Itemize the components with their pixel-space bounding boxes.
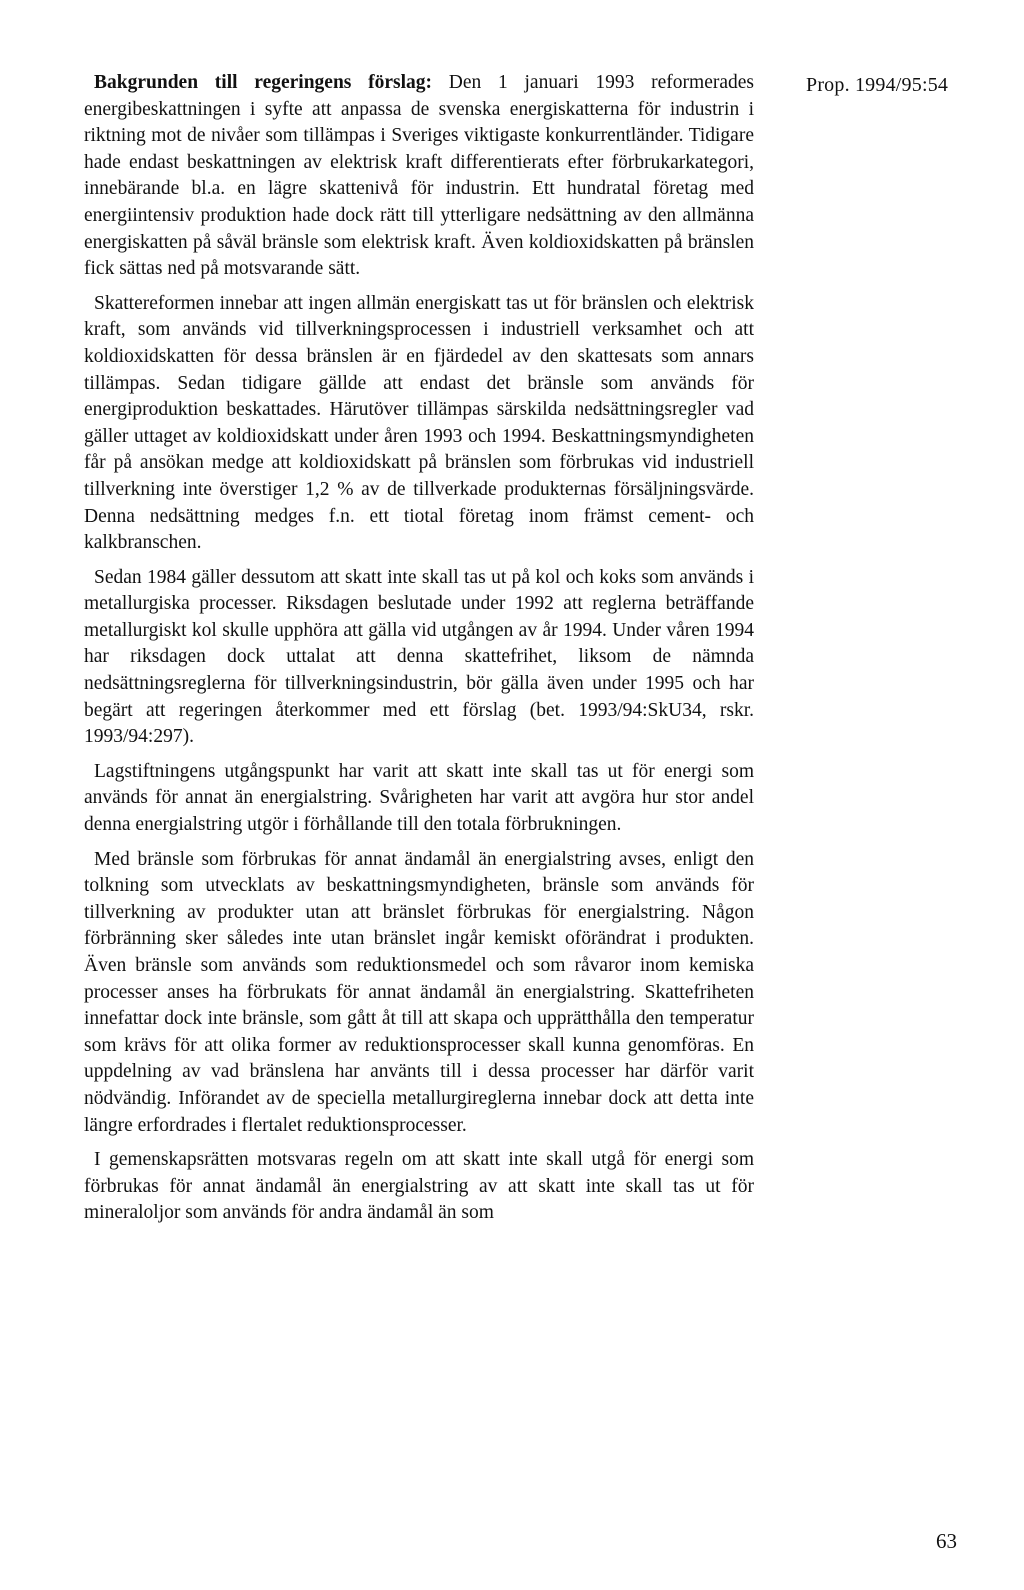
paragraph-3: Sedan 1984 gäller dessutom att skatt inte skall tas ut på kol och koks som används i metallurgiska processer. Riksdagen beslutade under 1992 att reglerna beträffande metallurgiskt kol skulle upphöra att gälla vid utgången av år 1994. Under våren 1994 har riksdagen dock uttalat att denna skattefrihet, liksom de nämnda nedsättningsreglerna för tillverkningsindustrin, bör gälla även under 1995 och har begärt att regeringen återkommer med ett förslag (bet. 1993/94:SkU34, rskr. 1993/94:297). — [84, 566, 754, 748]
paragraph-4: Lagstiftningens utgångspunkt har varit att skatt inte skall tas ut för energi som används för annat än energialstring. Svårigheten har varit att avgöra hur stor andel denna energialstring utgör i förhållande till den totala förbrukningen. — [84, 760, 754, 836]
proposition-reference: Prop. 1994/95:54 — [806, 74, 949, 96]
paragraph-1-text: Den 1 januari 1993 reformerades energibeskattningen i syfte att anpassa de svenska energiskatterna för industrin i riktning mot de nivåer som tillämpas i Sveriges viktigaste konkurrentländer. Tidigare hade endast beskattningen av elektrisk kraft differentierats efter förbrukarkategori, innebärande bl.a. en lägre skattenivå för industrin. Ett hundratal företag med energiintensiv produktion hade dock rätt till ytterligare nedsättning av den allmänna energiskatten på såväl bränsle som elektrisk kraft. Även koldioxidskatten på bränslen fick sättas ned på motsvarande sätt. — [84, 72, 754, 280]
body-text — [84, 70, 754, 1227]
lead-heading: Bakgrunden till regeringens förslag: — [94, 72, 433, 93]
paragraph-6: I gemenskapsrätten motsvaras regeln om att skatt inte skall utgå för energi som förbrukas för annat ändamål än energialstring av att skatt inte skall tas ut för mineraloljor som används för andra ändamål än som — [84, 1149, 754, 1224]
paragraph-1 — [84, 70, 754, 283]
paragraph-5: Med bränsle som förbrukas för annat ändamål än energialstring avses, enligt den tolkning som utvecklats av beskattningsmyndigheten, bränsle som används för tillverkning av produkter utan att bränslet förbrukas för energialstring. Någon förbränning sker således inte utan bränslet ingår kemiskt oförändrat i produkten. Även bränsle som används som reduktionsmedel och som råvaror inom kemiska processer anses ha förbrukats för annat ändamål än energialstring. Skattefriheten innefattar dock inte bränsle, som gått åt till att skapa och upprätthålla den temperatur som krävs för att olika former av reduktionsprocesser skall kunna genomföras. En uppdelning av vad bränslena har använts till i dessa processer har därför varit nödvändig. Införandet av de speciella metallurgireglerna innebar dock att detta inte längre erfordrades i flertalet reduktionsprocesser. — [84, 848, 754, 1136]
page-number: 63 — [936, 1529, 957, 1553]
paragraph-2: Skattereformen innebar att ingen allmän energiskatt tas ut för bränslen och elektrisk kraft, som används vid tillverkningsprocessen i industriell verksamhet och att koldioxidskatten för dessa bränslen är en fjärdedel av den skattesats som annars tillämpas. Sedan tidigare gällde att endast det bränsle som används för energiproduktion beskattades. Härutöver tillämpas särskilda nedsättningsregler vad gäller uttaget av koldioxidskatt under åren 1993 och 1994. Beskattningsmyndigheten får på ansökan medge att koldioxidskatt på bränslen som förbrukas vid industriell tillverkning inte överstiger 1,2 % av de tillverkade produkternas försäljningsvärde. Denna nedsättning medges f.n. ett tiotal företag inom främst cement- och kalkbranschen. — [84, 292, 754, 554]
